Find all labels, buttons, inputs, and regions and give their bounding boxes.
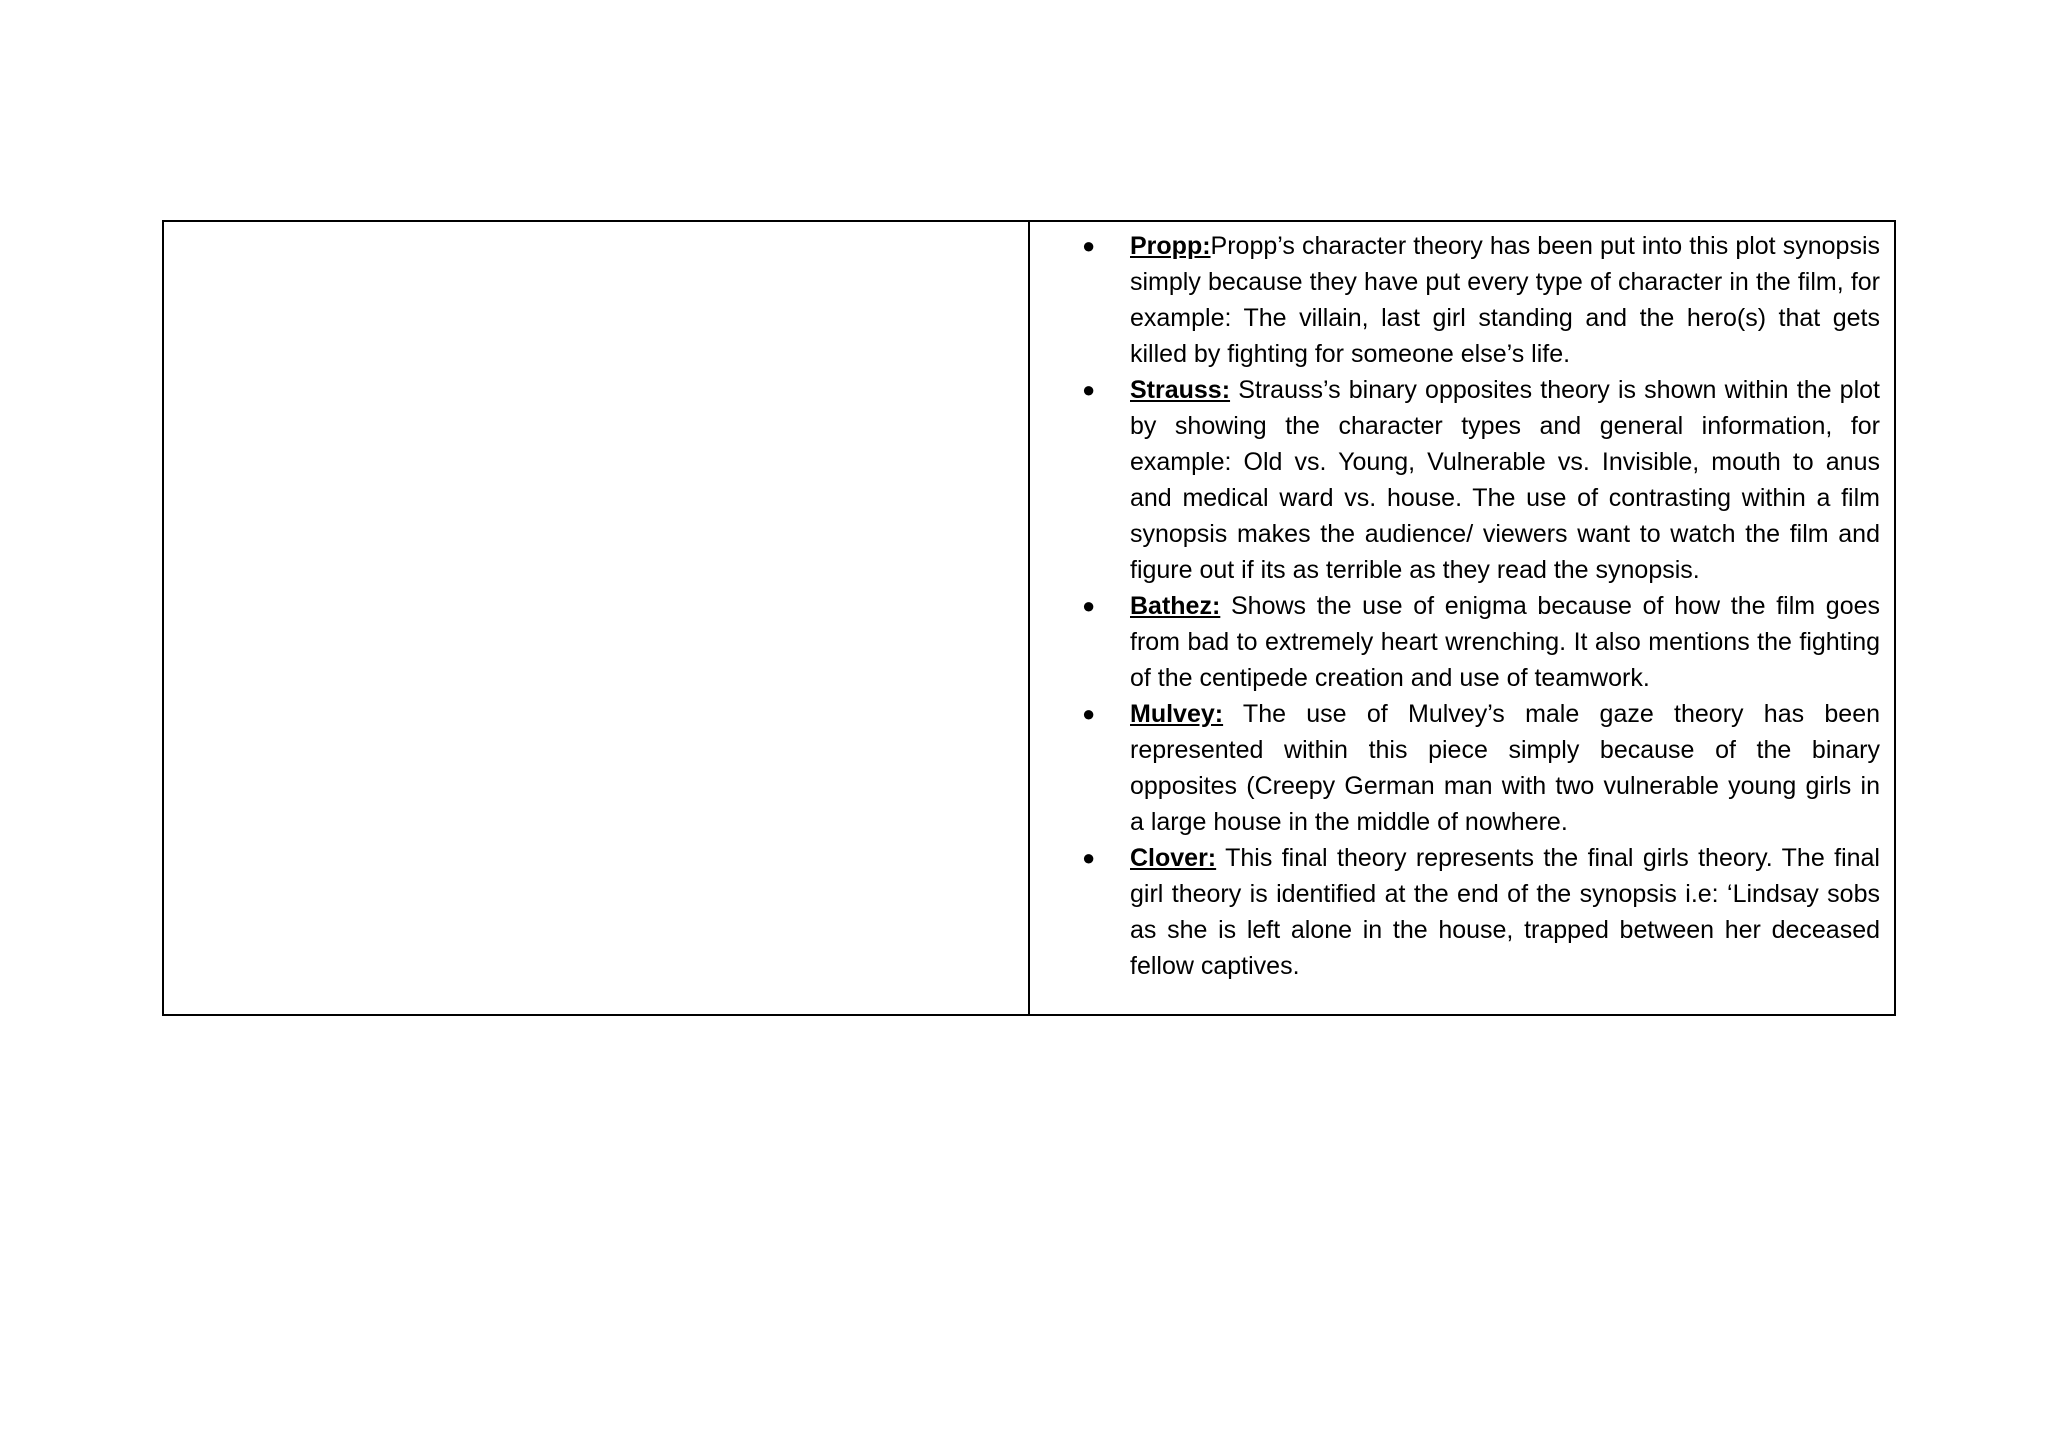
- theory-text: This final theory represents the final girls theory. The final girl theory is identified at the end of the synopsis i.e: ‘Lindsay sobs as she is left alone in the house, trapped between her deceased fellow captives.: [1130, 844, 1880, 980]
- bullet-icon: ●: [1082, 377, 1096, 402]
- theory-name: Bathez:: [1130, 592, 1221, 620]
- theory-list: [1030, 228, 1880, 984]
- bullet-icon: ●: [1082, 233, 1096, 258]
- theory-name: Strauss:: [1130, 376, 1231, 404]
- bullet-icon: ●: [1082, 593, 1096, 618]
- bullet-icon: ●: [1082, 701, 1096, 726]
- theory-name: Clover:: [1130, 844, 1217, 872]
- list-item-clover: [1030, 840, 1880, 984]
- list-item-propp: [1030, 228, 1880, 372]
- list-item-mulvey: [1030, 696, 1880, 840]
- bullet-icon: ●: [1082, 845, 1096, 870]
- table-cell-left: [164, 222, 1030, 1014]
- table-cell-right: [1030, 222, 1894, 1014]
- theory-text: Shows the use of enigma because of how the film goes from bad to extremely heart wrenching. It also mentions the fighting of the centipede creation and use of teamwork.: [1130, 592, 1880, 692]
- theory-text: Propp’s character theory has been put into this plot synopsis simply because they have put every type of character in the film, for example: The villain, last girl standing and the hero(s) that gets killed by fighting for someone else’s life.: [1130, 232, 1880, 368]
- theory-name: Mulvey:: [1130, 700, 1224, 728]
- theory-text: The use of Mulvey’s male gaze theory has been represented within this piece simply because of the binary opposites (Creepy German man with two vulnerable young girls in a large house in the middle of nowhere.: [1130, 700, 1880, 836]
- content-table: [162, 220, 1896, 1016]
- theory-text: Strauss’s binary opposites theory is shown within the plot by showing the character types and general information, for example: Old vs. Young, Vulnerable vs. Invisible, mouth to anus and medical ward vs. house. The use of contrasting within a film synopsis makes the audience/ viewers want to watch the film and figure out if its as terrible as they read the synopsis.: [1130, 376, 1880, 584]
- theory-name: Propp:: [1130, 232, 1211, 260]
- list-item-bathez: [1030, 588, 1880, 696]
- list-item-strauss: [1030, 372, 1880, 588]
